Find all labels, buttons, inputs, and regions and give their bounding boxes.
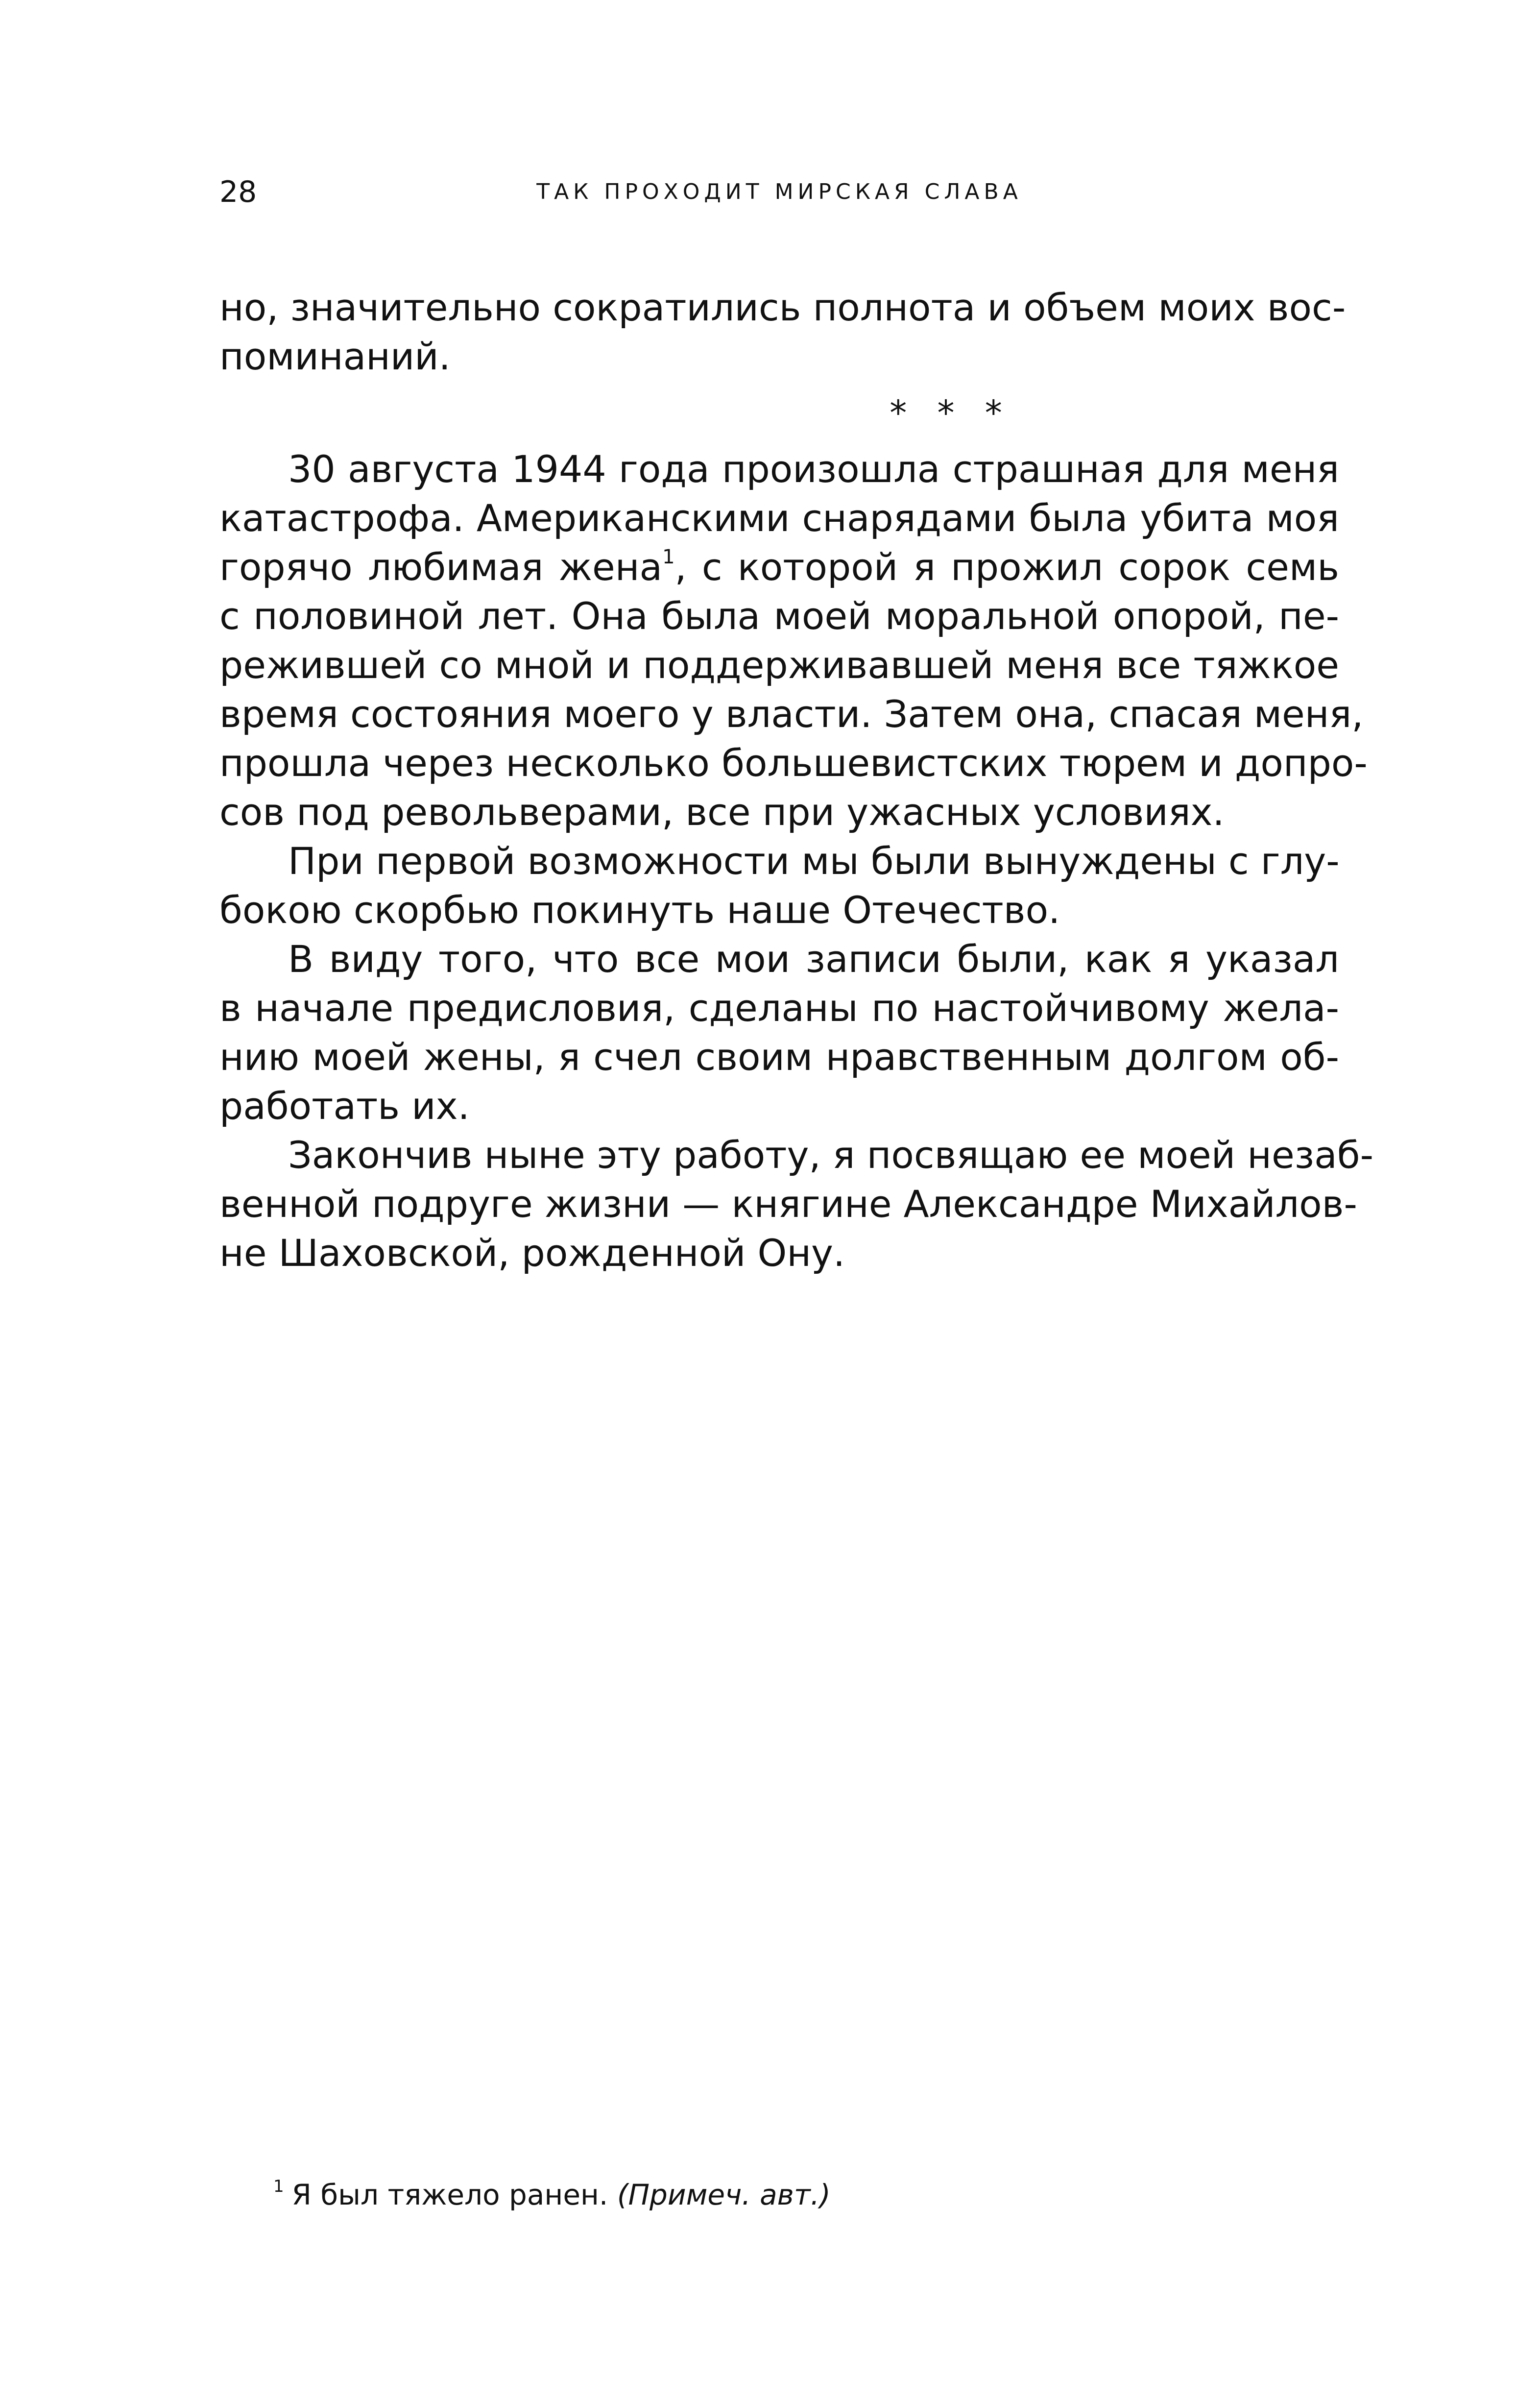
- text-line: с половиной лет. Она была моей моральной опорой, пе-: [219, 594, 1339, 638]
- running-title: ТАК ПРОХОДИТ МИРСКАЯ СЛАВА: [536, 179, 1022, 204]
- footnote-text: Я был тяжело ранен.: [291, 2178, 608, 2211]
- text-line: в начале предисловия, сделаны по настойчивому жела-: [219, 986, 1339, 1030]
- text-line: бокою скорбью покинуть наше Отечество.: [219, 888, 1060, 932]
- text-segment: , с которой я прожил сорок семь: [674, 545, 1339, 589]
- text-line: но, значительно сократились полнота и объем моих вос-: [219, 286, 1346, 329]
- text-line: сов под револьверами, все при ужасных условиях.: [219, 790, 1225, 834]
- footnote: [273, 2175, 831, 2214]
- running-head: [219, 172, 1339, 217]
- text-line: При первой возможности мы были вынуждены с глу-: [288, 839, 1340, 883]
- text-line: время состояния моего у власти. Затем она, спасая меня,: [219, 692, 1364, 736]
- text-line: работать их.: [219, 1084, 470, 1128]
- text-line: нию моей жены, я счел своим нравственным долгом об-: [219, 1035, 1339, 1079]
- text-line-with-footnote: [219, 543, 1339, 592]
- text-line: поминаний.: [219, 335, 451, 378]
- text-line: венной подруге жизни — княгине Александре Михайлов-: [219, 1182, 1357, 1226]
- footnote-note: (Примеч. авт.): [617, 2178, 831, 2211]
- page-number: 28: [219, 175, 257, 209]
- text-segment: горячо любимая жена: [219, 545, 663, 589]
- text-line: В виду того, что все мои записи были, как я указал: [288, 937, 1339, 981]
- text-line: 30 августа 1944 года произошла страшная для меня: [288, 447, 1339, 491]
- section-separator: * * *: [890, 393, 1012, 433]
- text-line: не Шаховской, рожденной Ону.: [219, 1231, 845, 1275]
- footnote-ref: 1: [662, 546, 675, 568]
- footnote-marker: 1: [273, 2177, 284, 2196]
- text-line: Закончив ныне эту работу, я посвящаю ее моей незаб-: [288, 1133, 1373, 1177]
- text-line: прошла через несколько большевистских тюрем и допро-: [219, 741, 1368, 785]
- body-text: [219, 283, 1373, 1278]
- text-line: катастрофа. Американскими снарядами была убита моя: [219, 496, 1339, 540]
- text-line: режившей со мной и поддерживавшей меня все тяжкое: [219, 643, 1339, 687]
